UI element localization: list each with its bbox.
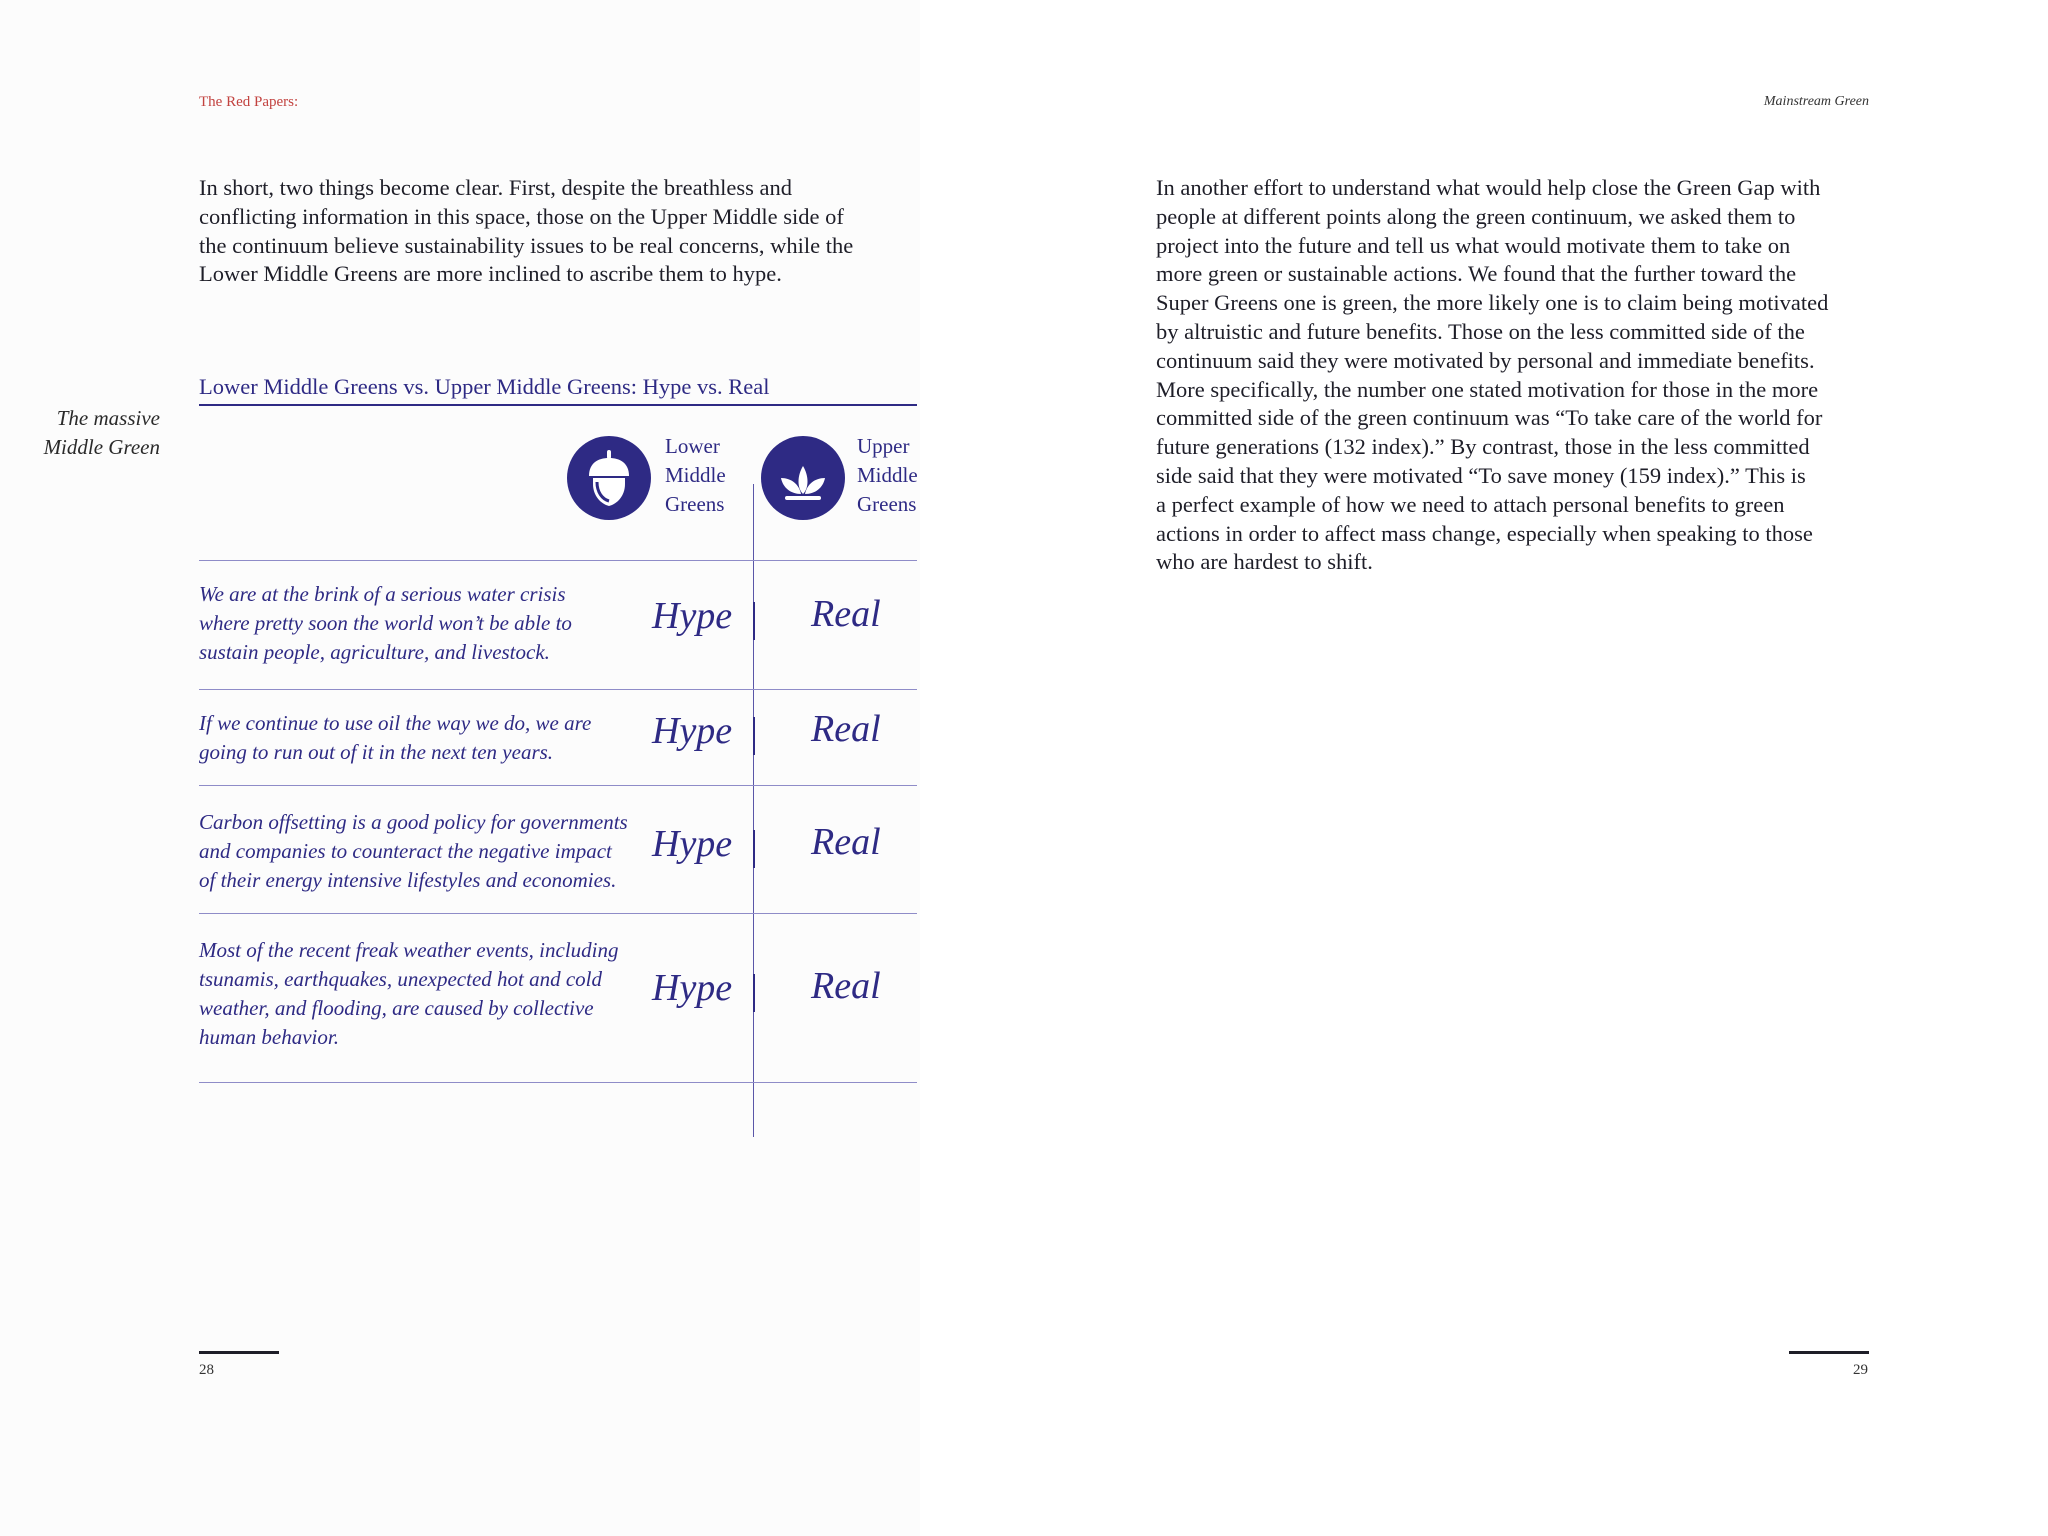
lower-response: Hype	[652, 967, 733, 1009]
label-line: Greens	[857, 492, 917, 516]
paragraph-line: by altruistic and future benefits. Those on the less committed side of the	[1156, 318, 1805, 344]
label-line: Upper	[857, 434, 910, 458]
paragraph-line: actions in order to affect mass change, especially when speaking to those	[1156, 520, 1813, 546]
lower-middle-greens-label	[665, 432, 726, 519]
label-line: Lower	[665, 434, 720, 458]
upper-response: Real	[811, 593, 881, 635]
label-line: Middle	[665, 463, 726, 487]
row-statement	[199, 580, 619, 667]
statement-line: and companies to counteract the negative impact	[199, 839, 612, 863]
statement-line: going to run out of it in the next ten years.	[199, 740, 554, 764]
paragraph-line: project into the future and tell us what would motivate them to take on	[1156, 232, 1791, 258]
sprout-icon	[761, 436, 845, 520]
paragraph-line: more green or sustainable actions. We found that the further toward the	[1156, 261, 1797, 287]
response-tick	[753, 974, 755, 1012]
column-divider	[753, 484, 754, 1137]
page-number-rule	[199, 1351, 279, 1354]
upper-response: Real	[811, 965, 881, 1007]
title-rule	[199, 404, 917, 406]
paragraph-line: In another effort to understand what would help close the Green Gap with	[1156, 175, 1821, 200]
acorn-icon	[567, 436, 651, 520]
statement-line: We are at the brink of a serious water crisis	[199, 582, 566, 606]
paragraph-line: committed side of the green continuum was “To take care of the world for	[1156, 405, 1823, 431]
statement-line: weather, and flooding, are caused by collective	[199, 996, 594, 1020]
paragraph-line: a perfect example of how we need to attach personal benefits to green	[1156, 491, 1785, 517]
statement-line: If we continue to use oil the way we do, we are	[199, 711, 592, 735]
row-rule	[199, 560, 917, 561]
row-rule	[199, 785, 917, 786]
label-line: Middle	[857, 463, 918, 487]
upper-response: Real	[811, 821, 881, 863]
page-number-rule	[1789, 1351, 1869, 1354]
paragraph-line: future generations (132 index).” By contrast, those in the less committed	[1156, 434, 1810, 460]
paragraph-line: More specifically, the number one stated motivation for those in the more	[1156, 376, 1819, 402]
margin-note	[20, 404, 160, 462]
intro-paragraph	[199, 174, 919, 289]
margin-note-line: The massive	[56, 406, 160, 430]
running-header-right: Mainstream Green	[1763, 94, 1869, 109]
paragraph-line: side said that they were motivated “To save money (159 index).” This is	[1156, 462, 1806, 488]
upper-response: Real	[811, 708, 881, 750]
upper-middle-greens-label	[857, 432, 918, 519]
response-tick	[753, 717, 755, 755]
statement-line: where pretty soon the world won’t be able to	[199, 611, 572, 635]
response-tick	[753, 830, 755, 868]
paragraph-line: Super Greens one is green, the more likely one is to claim being motivated	[1156, 290, 1829, 316]
paragraph-line: continuum said they were motivated by personal and immediate benefits.	[1156, 347, 1815, 373]
row-statement	[199, 936, 619, 1052]
page-number-right: 29	[1853, 1362, 1868, 1378]
statement-line: Most of the recent freak weather events, including	[199, 938, 619, 962]
statement-line: of their energy intensive lifestyles and economies.	[199, 868, 617, 892]
intro-line: conflicting information in this space, those on the Upper Middle side of	[199, 203, 844, 229]
paragraph-line: who are hardest to shift.	[1156, 549, 1373, 575]
lower-response: Hype	[652, 595, 733, 637]
row-rule	[199, 913, 917, 914]
row-statement	[199, 709, 619, 767]
row-statement	[199, 808, 628, 895]
margin-note-line: Middle Green	[43, 435, 160, 459]
label-line: Greens	[665, 492, 725, 516]
figure-title: Lower Middle Greens vs. Upper Middle Greens: Hype vs. Real	[199, 374, 770, 399]
paragraph-line: people at different points along the green continuum, we asked them to	[1156, 203, 1796, 229]
statement-line: tsunamis, earthquakes, unexpected hot and cold	[199, 967, 602, 991]
statement-line: sustain people, agriculture, and livestock.	[199, 640, 550, 664]
intro-line: the continuum believe sustainability issues to be real concerns, while the	[199, 232, 854, 258]
row-rule	[199, 1082, 917, 1083]
right-paragraph	[1156, 174, 1876, 577]
row-rule	[199, 689, 917, 690]
response-tick	[753, 602, 755, 640]
running-header-left: The Red Papers:	[199, 94, 299, 110]
lower-response: Hype	[652, 823, 733, 865]
intro-line: In short, two things become clear. First, despite the breathless and	[199, 175, 792, 200]
statement-line: Carbon offsetting is a good policy for governments	[199, 810, 628, 834]
statement-line: human behavior.	[199, 1025, 339, 1049]
page-number-left: 28	[199, 1362, 214, 1378]
lower-response: Hype	[652, 710, 733, 752]
intro-line: Lower Middle Greens are more inclined to ascribe them to hype.	[199, 261, 782, 287]
